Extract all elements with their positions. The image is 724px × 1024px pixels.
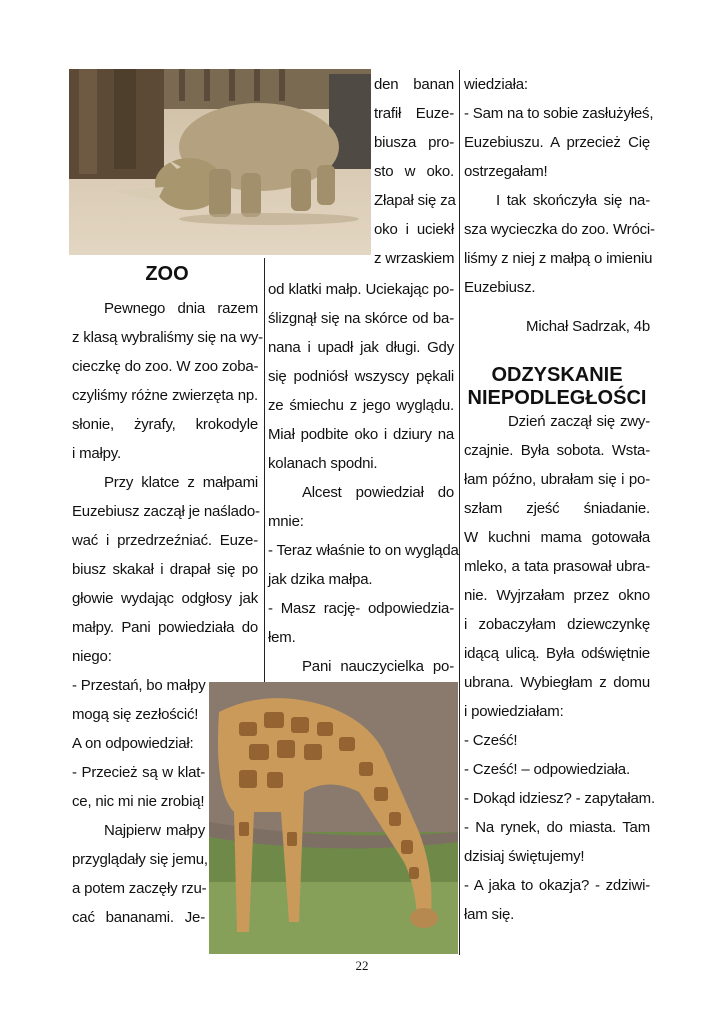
- col3-text-line: - Cześć! – odpowiedziała.: [464, 761, 630, 778]
- col2-text-line: Alcest powiedział do: [302, 484, 454, 501]
- giraffe-icon: [209, 682, 458, 954]
- col2-text-line: Złapał się za: [374, 192, 456, 209]
- col2-text-line: łem.: [268, 629, 296, 646]
- col3-text-line: ubrana. Wybiegłam z domu: [464, 674, 650, 691]
- col1-text-line: Najpierw małpy: [104, 822, 205, 839]
- col3-text-line: - Cześć!: [464, 732, 518, 749]
- col3-text-line: i powiedziałam:: [464, 703, 564, 720]
- col3-text-line: sza wycieczka do zoo. Wróci-: [464, 221, 655, 238]
- col2-text-line: Pani nauczycielka po-: [302, 658, 454, 675]
- col1-text-line: - Przestań, bo małpy: [72, 677, 206, 694]
- col1-text-line: małpy. Pani powiedziała do: [72, 619, 258, 636]
- col3-text-line: mleko, a tata prasował ubra-: [464, 558, 650, 575]
- col3-text-line: Dzień zaczął się zwy-: [508, 413, 650, 430]
- col1-text-line: głowie wydając odgłosy jak: [72, 590, 258, 607]
- rhinoceros-icon: [69, 69, 371, 255]
- col3-text-line: - Sam na to sobie zasłużyłeś,: [464, 105, 654, 122]
- col1-text-line: Pewnego dnia razem: [104, 300, 258, 317]
- col3-text-line: nie. Wyjrzałam przez okno: [464, 587, 650, 604]
- col2-text-line: - Masz rację- odpowiedzia-: [268, 600, 454, 617]
- col2-text-line: sto w oko.: [374, 163, 454, 180]
- col1-text-line: - Przecież są w klat-: [72, 764, 205, 781]
- col1-text-line: z klasą wybraliśmy się na wy-: [72, 329, 263, 346]
- col3-text-line: i zobaczyłam dziewczynkę: [464, 616, 650, 633]
- col3-text-line: łam się.: [464, 906, 515, 923]
- col1-text-line: mogą się zezłościć!: [72, 706, 199, 723]
- col1-text-line: biusz skakał i drapał się po: [72, 561, 258, 578]
- col3-text-line: łam późno, ubrałam się i po-: [464, 471, 650, 488]
- col1-text-line: Przy klatce z małpami: [104, 474, 258, 491]
- article-title-zoo: ZOO: [145, 263, 189, 285]
- col1-text-line: niego:: [72, 648, 112, 665]
- col2-text-line: oko i uciekł: [374, 221, 454, 238]
- col1-text-line: cać bananami. Je-: [72, 909, 205, 926]
- author-signature: Michał Sadrzak, 4b: [526, 318, 650, 335]
- col2-text-line: ze śmiechu z jego wyglądu.: [268, 397, 454, 414]
- col2-text-line: den banan: [374, 76, 454, 93]
- col3-text-line: czajnie. Była sobota. Wsta-: [464, 442, 650, 459]
- col3-text-line: wiedziała:: [464, 76, 528, 93]
- column-divider-left: [264, 258, 265, 682]
- col1-text-line: czyliśmy różne zwierzęta np.: [72, 387, 258, 404]
- col1-text-line: przyglądały się jemu,: [72, 851, 208, 868]
- col2-text-line: się podniósł wszyscy pękali: [268, 368, 454, 385]
- col3-text-line: - Na rynek, do miasta. Tam: [464, 819, 650, 836]
- article-title-niepodleglosci: NIEPODLEGŁOŚCI: [467, 387, 647, 409]
- col3-text-line: Euzebiuszu. A przecież Cię: [464, 134, 650, 151]
- col3-text-line: idącą ulicą. Była odświętnie: [464, 645, 650, 662]
- col2-text-line: kolanach spodni.: [268, 455, 378, 472]
- col3-text-line: szłam zjeść śniadanie.: [464, 500, 650, 517]
- col1-text-line: i małpy.: [72, 445, 121, 462]
- col1-text-line: wać i przedrzeźniać. Euze-: [72, 532, 258, 549]
- col1-text-line: Euzebiusz zaczął je naślado-: [72, 503, 260, 520]
- col3-text-line: liśmy z niej z małpą o imieniu: [464, 250, 653, 267]
- col2-text-line: biusza pro-: [374, 134, 454, 151]
- col1-text-line: a potem zaczęły rzu-: [72, 880, 207, 897]
- col3-text-line: I tak skończyła się na-: [496, 192, 650, 209]
- col2-text-line: Miał podbite oko i dziury na: [268, 426, 454, 443]
- article-title-odzyskanie: ODZYSKANIE: [491, 364, 623, 386]
- col3-text-line: - Dokąd idziesz? - zapytałam.: [464, 790, 655, 807]
- col3-text-line: Euzebiusz.: [464, 279, 536, 296]
- page-number: 22: [355, 958, 369, 973]
- col2-text-line: od klatki małp. Uciekając po-: [268, 281, 454, 298]
- col1-text-line: A on odpowiedział:: [72, 735, 194, 752]
- rhinoceros-photo: [69, 69, 371, 255]
- col2-text-line: nana i upadł jak długi. Gdy: [268, 339, 454, 356]
- col2-text-line: jak dzika małpa.: [268, 571, 373, 588]
- col2-text-line: trafił Euze-: [374, 105, 454, 122]
- col1-text-line: ce, nic mi nie zrobią!: [72, 793, 205, 810]
- col2-text-line: mnie:: [268, 513, 304, 530]
- column-divider-right: [459, 70, 460, 955]
- col3-text-line: W kuchni mama gotowała: [464, 529, 650, 546]
- col2-text-line: ślizgnął się na skórce od ba-: [268, 310, 454, 327]
- col2-text-line: - Teraz właśnie to on wygląda: [268, 542, 459, 559]
- col1-text-line: słonie, żyrafy, krokodyle: [72, 416, 258, 433]
- col3-text-line: - A jaka to okazja? - zdziwi-: [464, 877, 650, 894]
- col1-text-line: cieczkę do zoo. W zoo zoba-: [72, 358, 259, 375]
- col3-text-line: dzisiaj świętujemy!: [464, 848, 585, 865]
- giraffe-photo: [209, 682, 458, 954]
- col2-text-line: z wrzaskiem: [374, 250, 455, 267]
- col3-text-line: ostrzegałam!: [464, 163, 548, 180]
